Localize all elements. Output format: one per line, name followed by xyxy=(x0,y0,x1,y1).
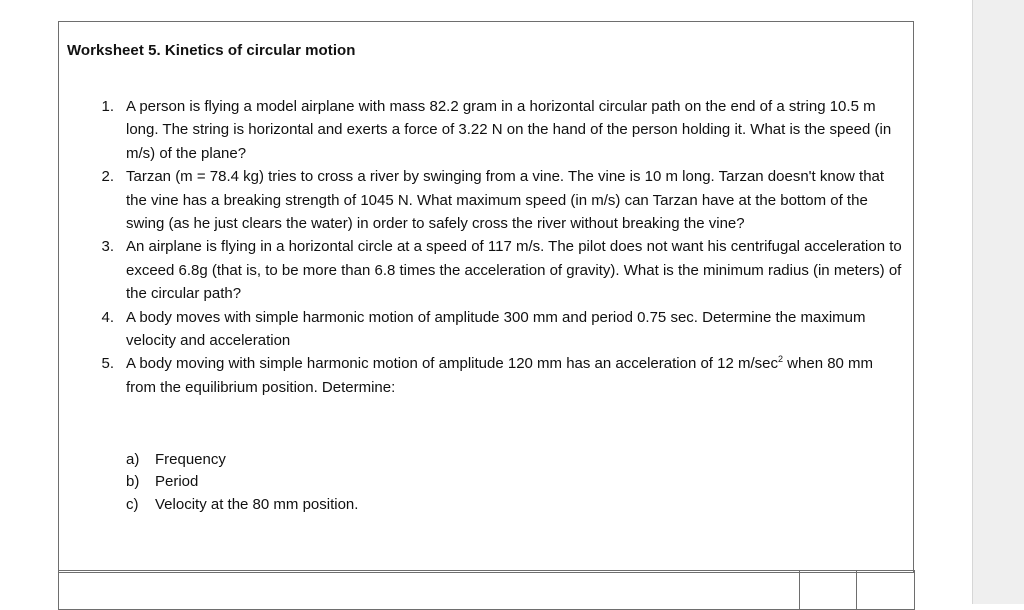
question-number: 5. xyxy=(101,355,114,373)
right-margin-panel xyxy=(972,0,1024,604)
sub-question-letter: c) xyxy=(126,495,139,513)
question-text-before: A body moving with simple harmonic motion of amplitude 120 mm has an acceleration of 12 m/sec xyxy=(126,355,778,373)
question-text-after: when 80 mm from the equilibrium position. Determine: xyxy=(126,355,874,396)
worksheet-title: Worksheet 5. Kinetics of circular motion xyxy=(67,42,356,59)
question-item xyxy=(94,352,906,399)
sub-question-letter: a) xyxy=(126,451,140,468)
question-number: 1. xyxy=(101,98,114,115)
sub-question-list xyxy=(126,449,358,516)
question-item xyxy=(94,165,906,235)
sub-question-text: Period xyxy=(155,473,199,491)
question-item xyxy=(94,306,906,353)
sub-question-item xyxy=(126,494,358,516)
sub-question-item xyxy=(126,449,358,471)
sub-question-text: Velocity at the 80 mm position. xyxy=(155,495,359,513)
sub-question-text: Frequency xyxy=(155,451,226,468)
question-item xyxy=(94,95,906,165)
question-text: A person is flying a model airplane with mass 82.2 gram in a horizontal circular path on the end of a string 10.5 m long. The string is horizontal and exerts a force of 3.22 N on the hand of the person holding it. What is the speed (in m/s) of the plane? xyxy=(126,98,892,162)
question-number: 2. xyxy=(101,168,114,186)
sub-question-item xyxy=(126,471,358,493)
question-list xyxy=(94,95,906,399)
question-text xyxy=(126,355,873,395)
next-table-row xyxy=(58,570,915,610)
question-item xyxy=(94,235,906,305)
question-number: 4. xyxy=(101,308,114,326)
table-cell-divider xyxy=(856,571,857,609)
question-number: 3. xyxy=(101,238,114,256)
exponent: 2 xyxy=(778,354,784,365)
question-text: A body moves with simple harmonic motion of amplitude 300 mm and period 0.75 sec. Determine the maximum velocity and acceleration xyxy=(126,308,866,350)
sub-question-letter: b) xyxy=(126,473,140,491)
table-cell-divider xyxy=(799,571,800,609)
question-text: An airplane is flying in a horizontal circle at a speed of 117 m/s. The pilot does not want his centrifugal acceleration to exceed 6.8g (that is, to be more than 6.8 times the acceleration of gravity). What is the minimum radius (in meters) of the circular path? xyxy=(126,238,902,303)
question-text: Tarzan (m = 78.4 kg) tries to cross a river by swinging from a vine. The vine is 10 m long. Tarzan doesn't know that the vine has a breaking strength of 1045 N. What maximum speed (in m/s) can Tarzan have at the bottom of the swing (as he just clears the water) in order to safely cross the river without breaking the vine? xyxy=(126,168,885,233)
